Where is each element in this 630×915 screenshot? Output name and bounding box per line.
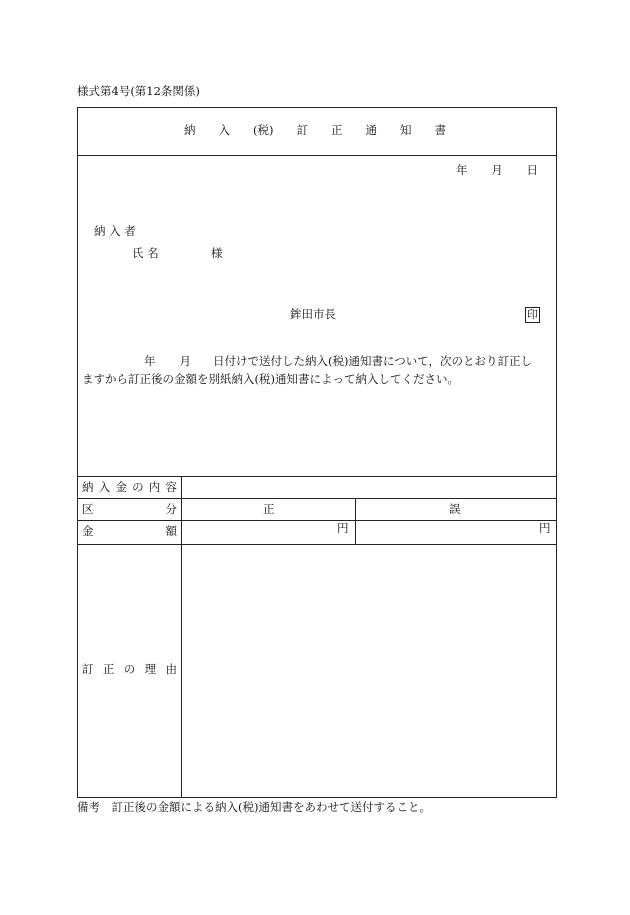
- title-char: 正: [330, 123, 343, 137]
- label-char: 訂: [82, 662, 94, 676]
- title-char: (税): [253, 123, 274, 137]
- label-char: の: [132, 480, 144, 494]
- date-line: [456, 165, 538, 177]
- body-paragraph: [82, 352, 552, 388]
- seal-mark: 印: [527, 308, 538, 321]
- category-label: [82, 504, 177, 516]
- date-month: 月: [491, 163, 503, 177]
- table-col-divider: [355, 498, 356, 544]
- body-year: 年: [144, 354, 156, 368]
- table-rule: [77, 498, 557, 499]
- note-text: 備考 訂正後の金額による納入(税)通知書をあわせて送付すること。: [77, 800, 431, 814]
- label-char: 理: [144, 662, 157, 676]
- date-day: 日: [526, 163, 538, 177]
- label-char: 区: [82, 502, 94, 516]
- contents-label: [82, 482, 177, 494]
- body-line2: ますから訂正後の金額を別紙納入(税)通知書によって納入してください。: [82, 372, 459, 386]
- correct-header: 正: [263, 502, 275, 516]
- wrong-header: 誤: [449, 502, 461, 516]
- name-label: 氏 名: [132, 246, 159, 260]
- body-month: 月: [179, 354, 191, 368]
- label-char: 額: [165, 524, 177, 538]
- form-number: 様式第4号(第12条関係): [77, 84, 200, 98]
- label-char: 分: [165, 502, 177, 516]
- reason-label: [82, 664, 177, 676]
- label-char: 由: [165, 662, 177, 676]
- correct-amount-unit: 円: [337, 521, 349, 535]
- title-divider: [77, 155, 557, 156]
- form-title: [184, 125, 446, 137]
- title-char: 書: [434, 123, 446, 137]
- label-char: 納: [82, 480, 94, 494]
- honorific: 様: [211, 246, 223, 260]
- label-char: 内: [148, 480, 161, 494]
- title-char: 納: [184, 123, 196, 137]
- title-char: 入: [218, 123, 230, 137]
- label-char: 正: [102, 662, 115, 676]
- label-char: 入: [98, 480, 111, 494]
- body-line1: 日付けで送付した納入(税)通知書について，次のとおり訂正し: [213, 354, 533, 368]
- label-char: 容: [165, 480, 177, 494]
- label-char: 金: [115, 480, 127, 494]
- label-char: の: [123, 662, 136, 676]
- amount-label: [82, 526, 177, 538]
- table-rule: [77, 544, 557, 545]
- title-char: 知: [399, 123, 412, 137]
- table-top-rule: [77, 476, 557, 477]
- table-col-divider: [181, 476, 182, 798]
- label-char: 金: [82, 524, 94, 538]
- title-char: 通: [365, 123, 377, 137]
- form-frame: [77, 107, 557, 798]
- title-char: 訂: [296, 123, 308, 137]
- wrong-amount-unit: 円: [539, 521, 551, 535]
- issuer-name: 鉾田市長: [290, 307, 336, 321]
- table-rule: [77, 520, 557, 521]
- recipient-label: 納 入 者: [94, 224, 136, 238]
- date-year: 年: [456, 163, 468, 177]
